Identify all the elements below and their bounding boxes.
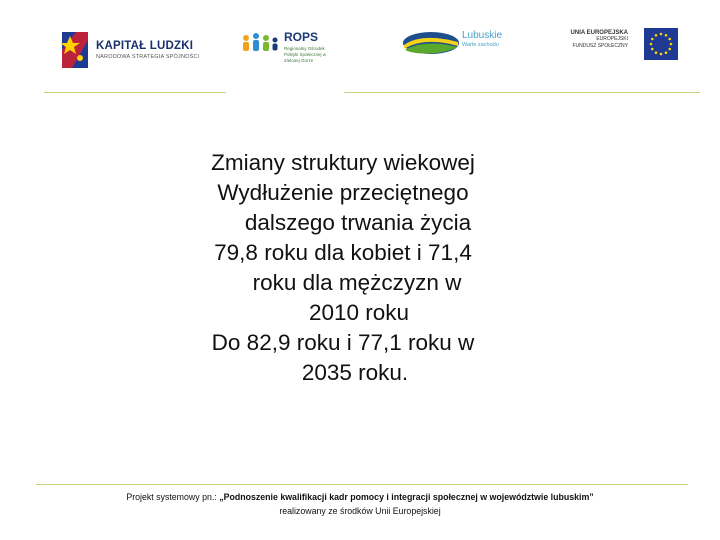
main-line-6: 2010 roku	[308, 300, 410, 325]
kapital-ludzki-logo	[58, 28, 208, 78]
logo-bar	[0, 18, 720, 78]
header-divider-right	[344, 92, 700, 93]
kapital-ludzki-emblem	[58, 28, 92, 72]
main-line-2: Wydłużenie przeciętnego	[217, 180, 469, 205]
eu-line2: EUROPEJSKI	[596, 36, 628, 42]
eu-title: UNIA EUROPEJSKA	[570, 30, 628, 36]
main-text-block	[168, 148, 518, 388]
kapital-ludzki-subtitle: NARODOWA STRATEGIA SPÓJNOŚCI	[96, 54, 200, 60]
footer	[0, 490, 720, 518]
main-line-1: Zmiany struktury wiekowej	[211, 150, 475, 175]
lubuskie-logo	[402, 28, 512, 68]
eu-flag-icon	[644, 28, 678, 60]
main-line-3: dalszego trwania życia	[244, 210, 472, 235]
main-line-5: roku dla mężczyzn w	[252, 270, 462, 295]
eu-line3: FUNDUSZ SPOŁECZNY	[572, 43, 628, 49]
main-line-8: 2035 roku.	[301, 360, 409, 385]
rops-logo	[240, 26, 340, 76]
kapital-ludzki-title: KAPITAŁ LUDZKI	[96, 40, 194, 52]
footer-line-1	[0, 490, 720, 504]
lubuskie-landscape-icon	[402, 28, 460, 58]
footer-line-2: realizowany ze środków Unii Europejskiej	[279, 506, 441, 516]
footer-project-name: „Podnoszenie kwalifikacji kadr pomocy i integracji społecznej w województwie lubuskim”	[219, 492, 594, 502]
eu-logo	[560, 26, 685, 66]
lubuskie-title: Lubuskie	[462, 30, 503, 41]
main-line-7: Do 82,9 roku i 77,1 roku w	[211, 330, 475, 355]
lubuskie-subtitle: Warte zachodu	[462, 42, 499, 48]
main-line-4: 79,8 roku dla kobiet i 71,4	[214, 240, 472, 265]
rops-figures-icon	[240, 26, 282, 56]
header-divider-left	[44, 92, 226, 93]
footer-prefix: Projekt systemowy pn.:	[126, 492, 220, 502]
rops-subtitle: Regionalny Ośrodek Polityki Społecznej w Zielonej Górze	[284, 46, 327, 63]
footer-divider	[36, 484, 688, 485]
rops-title: ROPS	[284, 30, 319, 44]
